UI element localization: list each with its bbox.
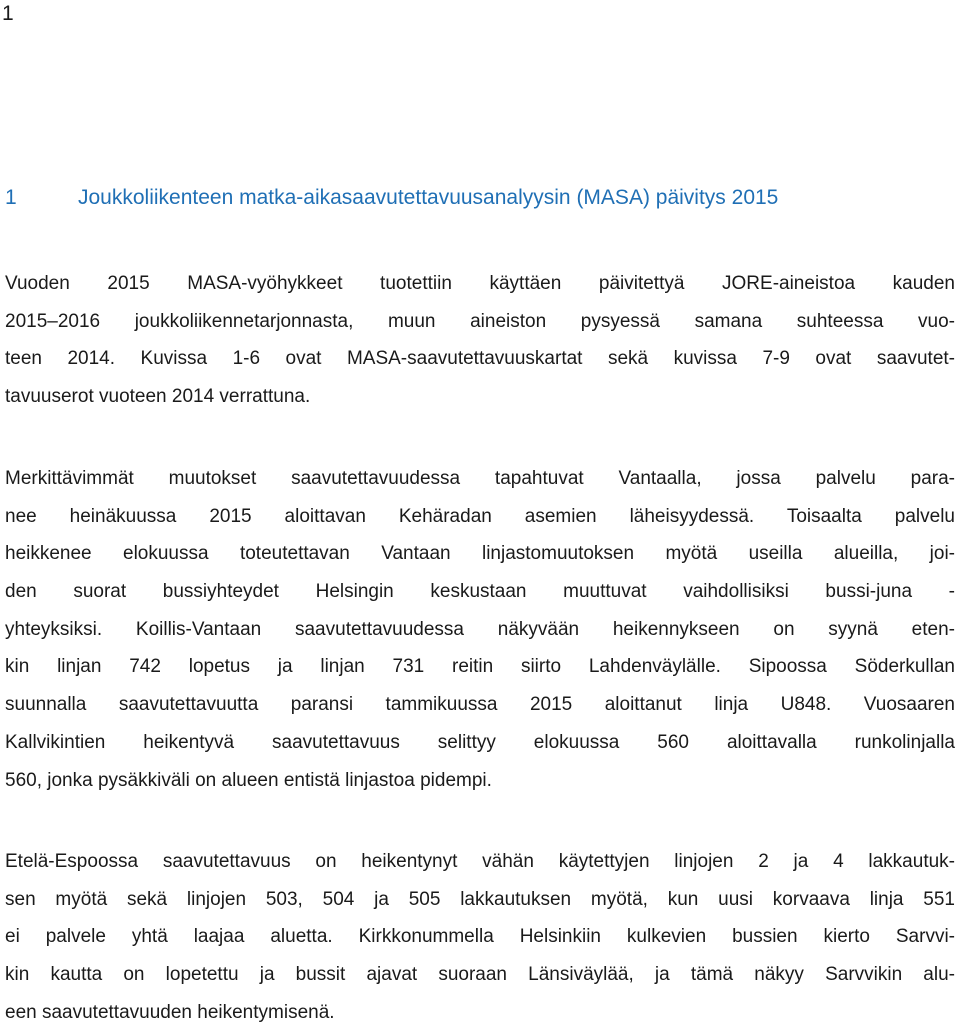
paragraph-line: suunnalla saavutettavuutta paransi tammikuussa 2015 aloittanut linja U848. Vuosaaren bbox=[5, 694, 955, 716]
paragraph-1 bbox=[5, 265, 955, 416]
paragraph-line: den suorat bussiyhteydet Helsingin keskustaan muuttuvat vaihdollisiksi bussi-juna - bbox=[5, 581, 955, 603]
paragraph-line: nee heinäkuussa 2015 aloittavan Kehäradan asemien läheisyydessä. Toisaalta palvelu bbox=[5, 505, 955, 527]
paragraph-line: een saavutettavuuden heikentymisenä. bbox=[5, 1001, 335, 1023]
paragraph-line: ei palvele yhtä laajaa aluetta. Kirkkonummella Helsinkiin kulkevien bussien kierto Sarvvi- bbox=[5, 926, 955, 948]
paragraph-line: Etelä-Espoossa saavutettavuus on heikentynyt vähän käytettyjen linjojen 2 ja 4 lakkautuk- bbox=[5, 851, 955, 872]
paragraph-line: Merkittävimmät muutokset saavutettavuudessa tapahtuvat Vantaalla, jossa palvelu para- bbox=[5, 468, 955, 489]
page-number: 1 bbox=[2, 2, 14, 25]
paragraph-line: Vuoden 2015 MASA-vyöhykkeet tuotettiin käyttäen päivitettyä JORE-aineistoa kauden bbox=[5, 273, 955, 294]
paragraph-line: 560, jonka pysäkkiväli on alueen entistä linjastoa pidempi. bbox=[5, 769, 492, 791]
paragraph-line: kin linjan 742 lopetus ja linjan 731 reitin siirto Lahdenväylälle. Sipoossa Söderkullan bbox=[5, 656, 955, 678]
paragraph-line: kin kautta on lopetettu ja bussit ajavat suoraan Länsiväylää, ja tämä näkyy Sarvvikin alu- bbox=[5, 964, 955, 986]
section-heading bbox=[5, 186, 955, 210]
paragraph-line: sen myötä sekä linjojen 503, 504 ja 505 lakkautuksen myötä, kun uusi korvaava linja 551 bbox=[5, 888, 955, 910]
paragraph-line: heikkenee elokuussa toteutettavan Vantaan linjastomuutoksen myötä useilla alueilla, joi- bbox=[5, 543, 955, 565]
paragraph-2 bbox=[5, 460, 955, 799]
section-number: 1 bbox=[5, 186, 17, 209]
section-title: Joukkoliikenteen matka-aikasaavutettavuusanalyysin (MASA) päivitys 2015 bbox=[78, 186, 779, 209]
paragraph-3 bbox=[5, 843, 955, 1031]
paragraph-line: tavuuserot vuoteen 2014 verrattuna. bbox=[5, 386, 311, 408]
paragraph-line: yhteyksiksi. Koillis-Vantaan saavutettavuudessa näkyvään heikennykseen on syynä eten- bbox=[5, 618, 955, 640]
paragraph-line: 2015–2016 joukkoliikennetarjonnasta, muun aineiston pysyessä samana suhteessa vuo- bbox=[5, 310, 955, 332]
paragraph-line: teen 2014. Kuvissa 1-6 ovat MASA-saavutettavuuskartat sekä kuvissa 7-9 ovat saavutet- bbox=[5, 348, 955, 370]
paragraph-line: Kallvikintien heikentyvä saavutettavuus selittyy elokuussa 560 aloittavalla runkolinjalla bbox=[5, 731, 955, 753]
